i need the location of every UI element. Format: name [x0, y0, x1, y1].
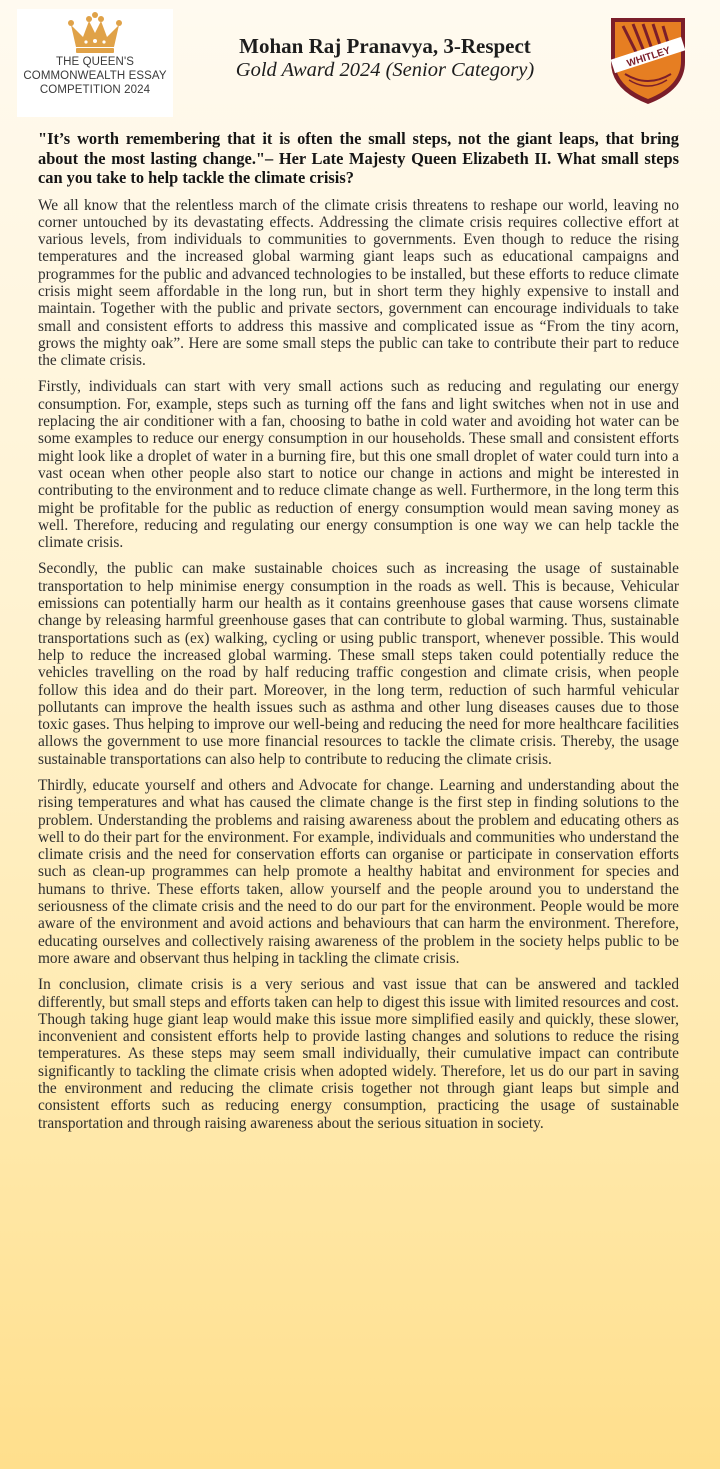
essay-paragraph-5: In conclusion, climate crisis is a very serious and vast issue that can be answered and tackled differently, but small steps and efforts taken can help to digest this issue with limited resources and cost. Though taking huge giant leap would make this issue more simplified easily and quickly, these slower, inconvenient and consistent efforts help to provide lasting changes and solutions to reduce the rising temperatures. As these steps may seem small individually, their cumulative impact can contribute significantly to tackling the climate crisis when adopted widely. Therefore, let us do our part in saving the environment and reducing the climate crisis together not through giant leaps but simple and consistent efforts such as reducing energy consumption, practicing the usage of sustainable transportation and through raising awareness about the serious situation in society. [38, 976, 679, 1132]
essay-paragraph-4: Thirdly, educate yourself and others and Advocate for change. Learning and understanding about the rising temperatures and what has caused the climate change is the first step in finding solutions to the problem. Understanding the problems and raising awareness about the problem and educating others as well to do their part for the environment. For example, individuals and communities who understand the climate crisis and the need for conservation efforts can organise or participate in conservation efforts such as clean-up programmes can help promote a healthy habitat and environment for species and humans to thrive. These efforts taken, allow yourself and the people around you to understand the seriousness of the climate crisis and the need to do our part for the environment. People would be more aware of the environment and avoid actions and behaviours that can harm the environment. Therefore, educating ourselves and collectively raising awareness of the problem in the society helps public to be more aware and observant thus helping in tackling the climate crisis. [38, 777, 679, 967]
crest-name: WHITLEY [625, 45, 672, 70]
essay-body [38, 129, 679, 1141]
logo-line-3: COMPETITION 2024 [39, 84, 151, 96]
essay-prompt: "It’s worth remembering that it is often the small steps, not the giant leaps, that bring about the most lasting change."– Her Late Majesty Queen Elizabeth II. What small steps can you take to help tackle the climate crisis? [38, 129, 679, 187]
crown-icon [65, 11, 125, 55]
award-title: Gold Award 2024 (Senior Category) [235, 59, 535, 81]
page-header [0, 0, 720, 122]
essay-paragraph-2: Firstly, individuals can start with very small actions such as reducing and regulating our energy consumption. For, example, steps such as turning off the fans and light switches when not in use and replacing the air conditioner with a fan, choosing to bathe in cold water and avoiding hot water can be some examples to reduce our energy consumption in our households. These small and consistent efforts might look like a droplet of water in a burning fire, but this one small droplet of water could turn into a vast ocean when other people also start to notice our change in actions and might be interested in contributing to the environment and to reduce climate change as well. Furthermore, in the long term this might be profitable for the public as reduction of energy consumption would mean saving money as well. Therefore, reducing and regulating our energy consumption is one way we can help tackle the climate crisis. [38, 378, 679, 552]
logo-line-2: COMMONWEALTH ESSAY [23, 70, 167, 82]
essay-paragraph-3: Secondly, the public can make sustainable choices such as increasing the usage of sustainable transportation to help minimise energy consumption in the roads as well. This is because, Vehicular emissions can potentially harm our health as it contains greenhouse gases that cause worsens climate change by releasing harmful greenhouse gases that can contribute to global warming. Thus, sustainable transportations such as (ex) walking, cycling or using public transport, whenever possible. This would help to reduce the increased global warming. These small steps taken could potentially reduce the vehicles travelling on the road by half reducing traffic congestion and climate crisis, when people follow this idea and do their part. Moreover, in the long term, reduction of such harmful vehicular pollutants can improve the health issues such as asthma and other lung diseases causes due to those toxic gases. Thus helping to improve our well-being and reducing the need for more healthcare facilities allows the government to use more financial resources to tackle the climate crisis. Thereby, the usage sustainable transportations can also help to contribute to reducing the climate crisis. [38, 560, 679, 768]
school-crest-icon [607, 14, 689, 106]
author-name: Mohan Raj Pranavya, 3-Respect [239, 34, 531, 58]
title-block [185, 34, 585, 82]
essay-paragraph-1: We all know that the relentless march of the climate crisis threatens to reshape our world, leaving no corner untouched by its devastating effects. Addressing the climate crisis requires collective effort at various levels, from individuals to communities to governments. Even though to reduce the rising temperatures and the increased global warming giant leaps such as educational campaigns and programmes for the public and advanced technologies to be installed, but these efforts to reduce climate crisis might seem affordable in the long run, but in short term they highly expensive to install and maintain. Together with the public and private sectors, government can encourage individuals to take small and consistent efforts to address this massive and complicated issue as “From the tiny acorn, grows the mighty oak”. Here are some small steps the public can take to contribute their part to reduce the climate crisis. [38, 196, 679, 370]
competition-logo [17, 9, 173, 117]
logo-line-1: THE QUEEN'S [55, 56, 135, 68]
